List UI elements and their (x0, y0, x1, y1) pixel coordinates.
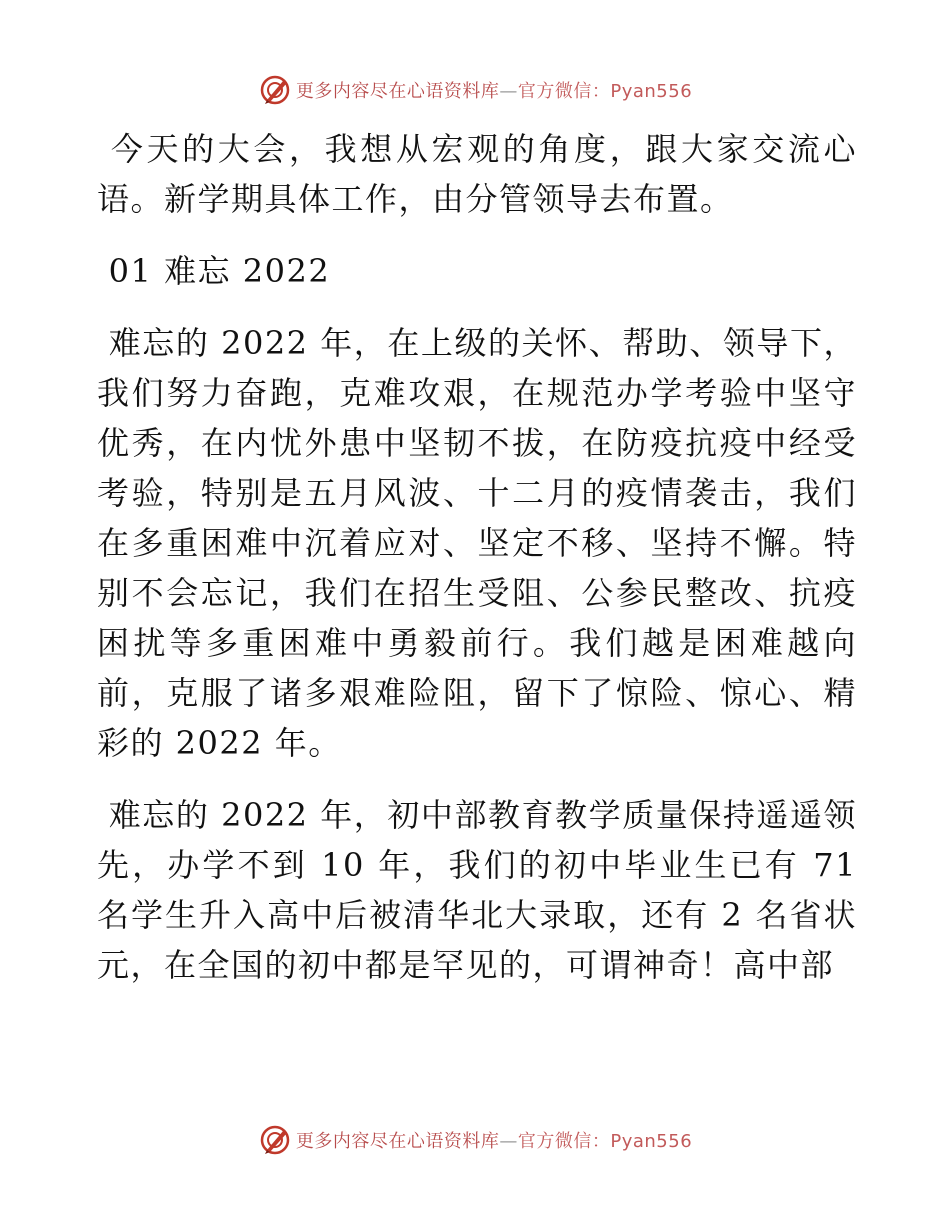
section-heading: 01 难忘 2022 (97, 252, 331, 290)
footer-banner-text: 更多内容尽在心语资料库—官方微信：Pyan556 (295, 1131, 693, 1152)
body-paragraph-1: 难忘的 2022 年，在上级的关怀、帮助、领导下，我们努力奋跑，克难攻艰，在规范办学考验中坚守优秀，在内忧外患中坚韧不拔，在防疫抗疫中经受考验，特别是五月风波、十二月的疫情袭击，我们在多重困难中沉着应对、坚定不移、坚持不懈。特别不会忘记，我们在招生受阻、公参民整改、抗疫困扰等多重困难中勇毅前行。我们越是困难越向前，克服了诸多艰难险阻，留下了惊险、惊心、精彩的 2022 年。 (97, 324, 857, 762)
pen-logo-icon (258, 1123, 292, 1157)
pen-logo-icon (258, 73, 292, 107)
header-banner-text: 更多内容尽在心语资料库—官方微信：Pyan556 (295, 81, 693, 102)
intro-paragraph: 今天的大会，我想从宏观的角度，跟大家交流心语。新学期具体工作，由分管领导去布置。 (97, 130, 857, 218)
document-body (97, 124, 869, 990)
footer-banner (0, 1122, 950, 1158)
body-paragraph-2: 难忘的 2022 年，初中部教育教学质量保持遥遥领先，办学不到 10 年，我们的初中毕业生已有 71 名学生升入高中后被清华北大录取，还有 2 名省状元，在全国的初中都是罕见的，可谓神奇！高中部 (97, 796, 869, 984)
header-banner (0, 72, 950, 108)
